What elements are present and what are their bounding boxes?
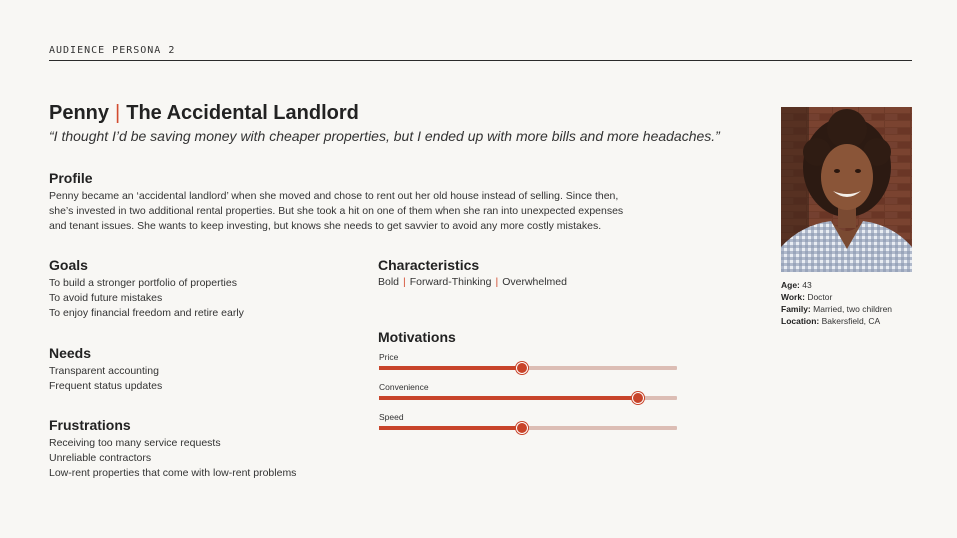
persona-name: Penny xyxy=(49,102,110,124)
persona-tagline: The Accidental Landlord xyxy=(126,102,359,124)
motivations-heading: Motivations xyxy=(378,329,456,345)
slider-fill xyxy=(379,366,522,370)
goals-heading: Goals xyxy=(49,257,88,273)
persona-facts xyxy=(781,279,892,327)
slider-label-convenience: Convenience xyxy=(379,382,429,392)
fact-label: Work: xyxy=(781,292,805,302)
list-item: Low-rent properties that come with low-rent problems xyxy=(49,467,297,479)
characteristics-heading: Characteristics xyxy=(378,257,480,273)
fact-label: Location: xyxy=(781,316,820,326)
characteristics-list xyxy=(378,276,567,288)
persona-quote: “I thought I’d be saving money with cheaper properties, but I ended up with more bills and more headaches.” xyxy=(49,128,720,144)
persona-photo xyxy=(781,107,912,272)
profile-line: and tenant issues. She wants to keep investing, but knows she needs to get savvier to avoid any more costly mistakes. xyxy=(49,220,602,232)
characteristic: Bold xyxy=(378,276,400,288)
slider-label-speed: Speed xyxy=(379,412,404,422)
list-item: Unreliable contractors xyxy=(49,452,152,464)
profile-line: Penny became an ‘accidental landlord’ when she moved and chose to rent out her old house instead of selling. Since then, xyxy=(49,190,619,202)
profile-text xyxy=(49,189,689,234)
profile-line: she’s invested in two additional rental properties. But she took a hit on one of them when she ran into unexpected expenses xyxy=(49,205,624,217)
slider-handle[interactable] xyxy=(632,392,644,404)
frustrations-list xyxy=(49,436,296,481)
fact-value: Married, two children xyxy=(813,304,893,314)
slider-speed[interactable] xyxy=(379,426,677,430)
fact-value: 43 xyxy=(802,280,812,290)
fact-label: Age: xyxy=(781,280,800,290)
fact-location xyxy=(781,315,892,327)
list-item: Transparent accounting xyxy=(49,365,159,377)
list-item: Frequent status updates xyxy=(49,380,163,392)
title-separator: | xyxy=(115,102,121,124)
slider-convenience[interactable] xyxy=(379,396,677,400)
fact-family xyxy=(781,303,892,315)
list-item: To build a stronger portfolio of properties xyxy=(49,277,237,289)
profile-heading: Profile xyxy=(49,170,93,186)
slider-fill xyxy=(379,396,638,400)
slider-price[interactable] xyxy=(379,366,677,370)
characteristic-separator: | xyxy=(403,276,406,288)
fact-value: Doctor xyxy=(807,292,833,302)
header-divider xyxy=(49,60,912,61)
characteristic-separator: | xyxy=(495,276,499,288)
list-item: To enjoy financial freedom and retire early xyxy=(49,307,244,319)
goals-list xyxy=(49,276,244,321)
slider-handle[interactable] xyxy=(516,422,528,434)
needs-list xyxy=(49,364,162,394)
characteristic: Overwhelmed xyxy=(502,276,567,288)
slider-fill xyxy=(379,426,522,430)
fact-age xyxy=(781,279,892,291)
list-item: To avoid future mistakes xyxy=(49,292,163,304)
fact-value: Bakersfield, CA xyxy=(821,316,881,326)
frustrations-heading: Frustrations xyxy=(49,417,131,433)
characteristic: Forward-Thinking xyxy=(409,276,492,288)
persona-title xyxy=(49,102,359,125)
section-eyebrow: AUDIENCE PERSONA 2 xyxy=(49,45,176,56)
needs-heading: Needs xyxy=(49,345,92,361)
slider-label-price: Price xyxy=(379,352,399,362)
fact-label: Family: xyxy=(781,304,811,314)
list-item: Receiving too many service requests xyxy=(49,437,221,449)
slider-handle[interactable] xyxy=(516,362,528,374)
fact-work xyxy=(781,291,892,303)
